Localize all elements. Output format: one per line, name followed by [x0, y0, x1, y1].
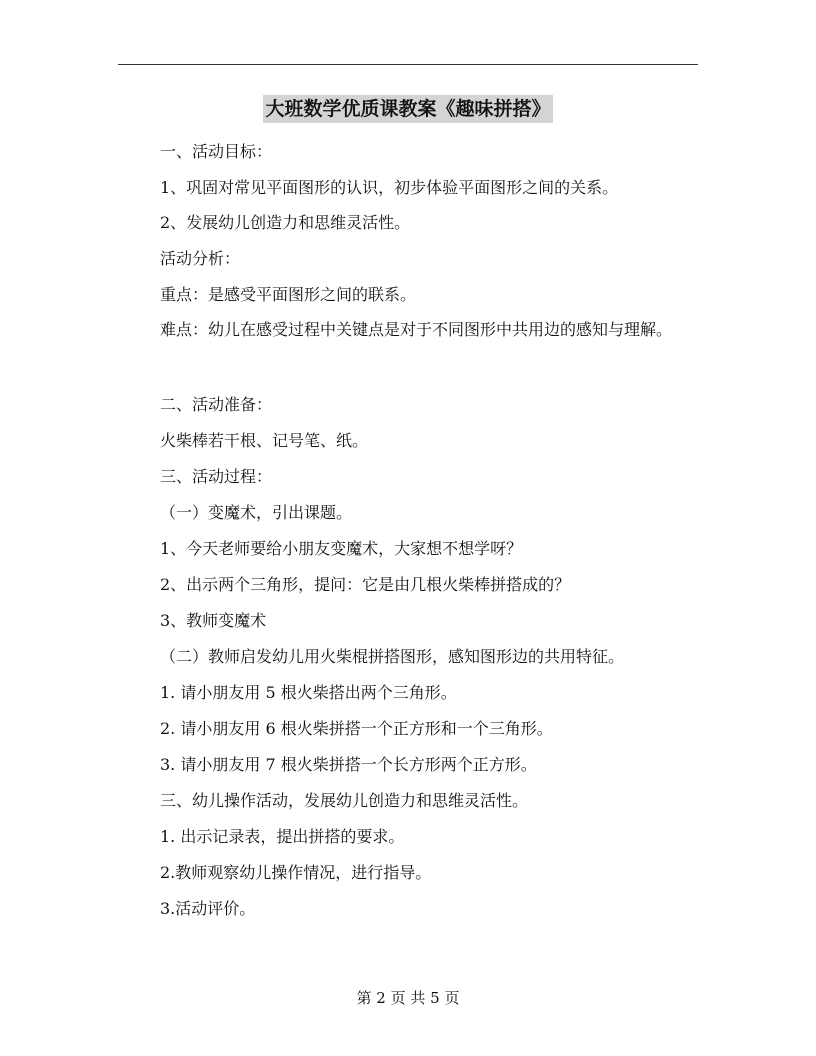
paragraph-key-point: 重点：是感受平面图形之间的联系。: [160, 285, 417, 304]
section-heading-operation: 三、幼儿操作活动，发展幼儿创造力和思维灵活性。: [160, 791, 529, 810]
paragraph-step-3: 3、教师变魔术: [160, 611, 267, 630]
paragraph-goal-1: 1、巩固对常见平面图形的认识，初步体验平面图形之间的关系。: [160, 178, 619, 197]
subsection-magic: （一）变魔术，引出课题。: [160, 503, 353, 522]
paragraph-task-2: 2. 请小朋友用 6 根火柴拼搭一个正方形和一个三角形。: [160, 719, 553, 738]
paragraph-goal-2: 2、发展幼儿创造力和思维灵活性。: [160, 213, 411, 232]
paragraph-evaluation: 3.活动评价。: [160, 899, 256, 918]
title-container: [0, 95, 816, 123]
document-title: 大班数学优质课教案《趣味拼搭》: [263, 95, 552, 123]
page-number: 第 2 页 共 5 页: [356, 989, 460, 1007]
paragraph-analysis-heading: 活动分析：: [160, 249, 241, 268]
paragraph-step-2: 2、出示两个三角形，提问：它是由几根火柴棒拼搭成的？: [160, 575, 571, 594]
paragraph-record-table: 1. 出示记录表，提出拼搭的要求。: [160, 827, 405, 846]
header-rule: [118, 64, 698, 65]
section-heading-preparation: 二、活动准备：: [160, 395, 273, 414]
paragraph-materials: 火柴棒若干根、记号笔、纸。: [160, 431, 369, 450]
paragraph-step-1: 1、今天老师要给小朋友变魔术，大家想不想学呀？: [160, 539, 523, 558]
subsection-guided-building: （二）教师启发幼儿用火柴棍拼搭图形，感知图形边的共用特征。: [160, 647, 625, 666]
paragraph-difficulty: 难点：幼儿在感受过程中关键点是对于不同图形中共用边的感知与理解。: [160, 320, 673, 339]
section-heading-goals: 一、活动目标：: [160, 142, 273, 161]
paragraph-task-3: 3. 请小朋友用 7 根火柴拼搭一个长方形两个正方形。: [160, 755, 537, 774]
section-heading-process: 三、活动过程：: [160, 467, 273, 486]
paragraph-observation: 2.教师观察幼儿操作情况，进行指导。: [160, 863, 432, 882]
paragraph-task-1: 1. 请小朋友用 5 根火柴搭出两个三角形。: [160, 683, 457, 702]
